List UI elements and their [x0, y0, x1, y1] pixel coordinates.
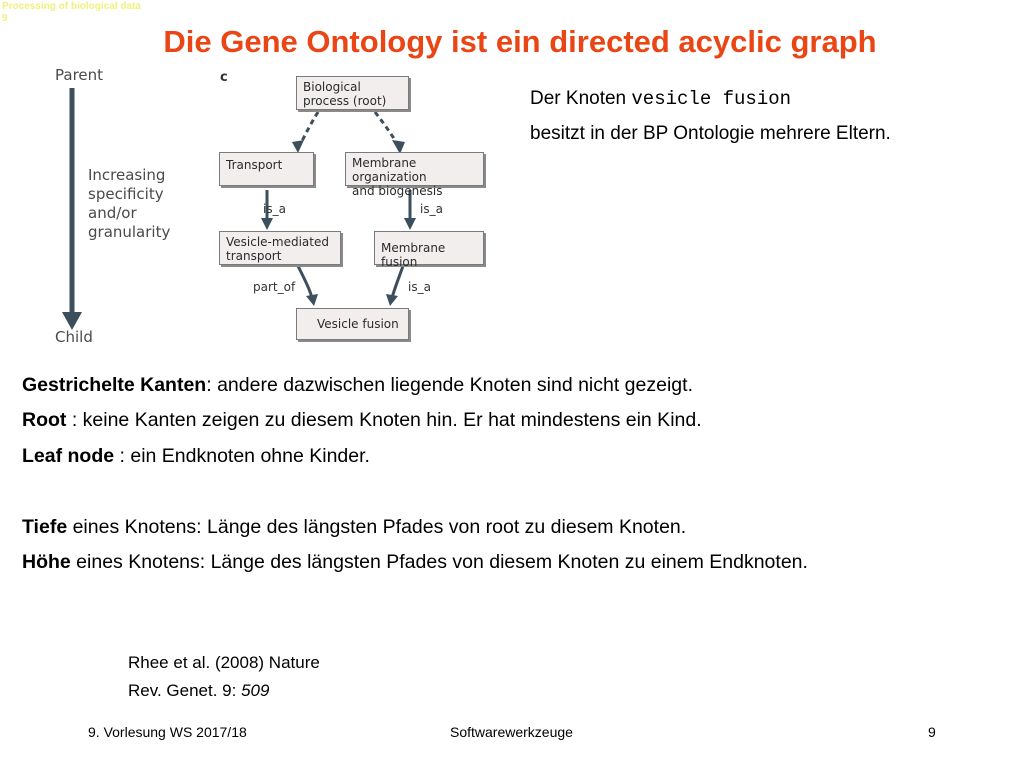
parent-label: Parent — [55, 66, 104, 84]
edge-fusion-vf — [392, 266, 403, 298]
definition-leaf-node: Leaf node : ein Endknoten ohne Kinder. — [22, 445, 370, 467]
slide-title: Die Gene Ontology ist ein directed acyclic graph — [163, 24, 877, 59]
node-membrane-fusion: Membrane fusion — [374, 231, 484, 265]
node-membrane-organization: Membrane organization and biogenesis — [345, 152, 484, 186]
node-transport: Transport — [219, 152, 314, 186]
node-remark-line1: Der Knoten vesicle fusion — [530, 88, 792, 110]
edge-label-part-of: part_of — [253, 280, 296, 294]
edge-label-is-a-2: is_a — [420, 202, 443, 216]
definition-dashed-edges: Gestrichelte Kanten: andere dazwischen liegende Knoten sind nicht gezeigt. — [22, 374, 693, 396]
ontology-figure — [0, 60, 520, 360]
node-vesicle-mediated-transport: Vesicle-mediated transport — [219, 231, 341, 265]
corner-watermark — [2, 1, 141, 25]
node-vesicle-fusion: Vesicle fusion — [296, 308, 409, 340]
footer-page-number: 9 — [928, 724, 936, 740]
edge-label-is-a-1: is_a — [263, 202, 286, 216]
footer-course: Softwarewerkzeuge — [450, 724, 573, 740]
reference-line2: Rev. Genet. 9: 509 — [128, 681, 270, 700]
definition-depth: Tiefe eines Knotens: Länge des längsten Pfades von root zu diesem Knoten. — [22, 516, 687, 538]
edge-label-is-a-3: is_a — [408, 280, 431, 294]
node-remark-line2: besitzt in der BP Ontologie mehrere Eltern. — [530, 123, 891, 144]
reference-line1: Rhee et al. (2008) Nature — [128, 653, 320, 672]
code-vesicle-fusion: vesicle fusion — [631, 88, 792, 110]
corner-number: 9 — [2, 13, 8, 24]
footer-lecture: 9. Vorlesung WS 2017/18 — [88, 724, 247, 740]
panel-label: c — [220, 70, 228, 85]
child-label: Child — [55, 328, 93, 346]
corner-text: Processing of biological data — [2, 1, 141, 12]
definition-root: Root : keine Kanten zeigen zu diesem Knoten hin. Er hat mindestens ein Kind. — [22, 409, 702, 431]
node-root: Biological process (root) — [296, 76, 409, 110]
axis-description: Increasing specificity and/or granularity — [88, 166, 171, 241]
dashed-edge-root-transport — [300, 112, 318, 145]
edge-vmt-vf — [298, 266, 312, 298]
dashed-edge-root-memorg — [375, 112, 398, 145]
definition-height: Höhe eines Knotens: Länge des längsten Pfades von diesem Knoten zu einem Endknoten. — [22, 551, 808, 573]
